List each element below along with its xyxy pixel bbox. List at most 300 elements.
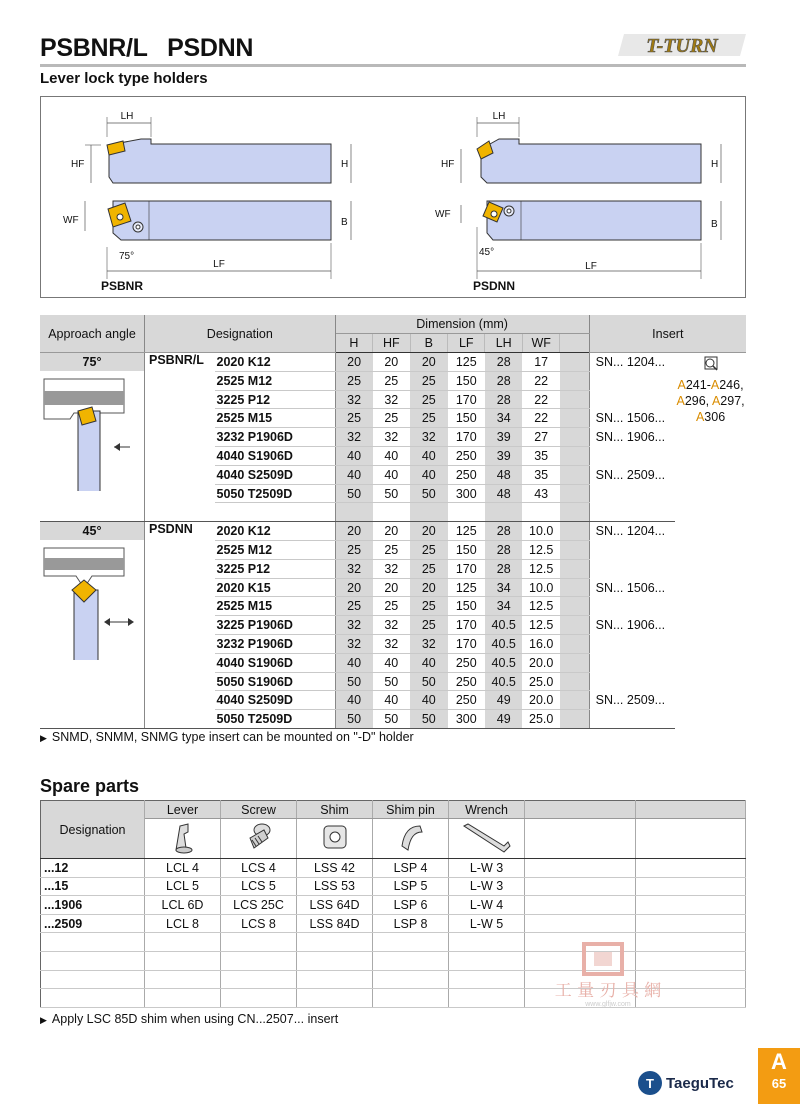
psbnr-side-view — [71, 111, 351, 183]
dim-b-value: 50 — [410, 484, 447, 503]
svg-text:B: B — [711, 219, 718, 230]
t-turn-logo — [616, 30, 748, 65]
dim-lh-value — [485, 503, 522, 522]
spare-part-value — [145, 933, 221, 952]
t-turn-logo-text: T-TURN — [646, 35, 718, 57]
dim-lh-value: 34 — [485, 578, 522, 597]
dim-lh-value: 34 — [485, 597, 522, 616]
dim-lh-value: 40.5 — [485, 653, 522, 672]
spare-part-value — [525, 896, 636, 915]
section-tab — [758, 1048, 800, 1104]
dim-h-value: 50 — [335, 672, 372, 691]
spare-part-value: LSS 64D — [297, 896, 373, 915]
psdnn-top-view — [435, 201, 721, 279]
empty-icon-cell — [635, 819, 746, 859]
dim-lh-value: 39 — [485, 428, 522, 447]
dim-h-value: 25 — [335, 409, 372, 428]
spare-part-value: LSS 53 — [297, 877, 373, 896]
spare-designation — [41, 989, 145, 1008]
lever-icon — [145, 819, 221, 859]
spare-header-screw: Screw — [221, 801, 297, 819]
shim-icon — [297, 819, 373, 859]
holder-table — [40, 315, 746, 729]
dim-lf-value: 150 — [448, 541, 485, 560]
spare-parts-title: Spare parts — [40, 776, 140, 796]
svg-text:B: B — [341, 217, 348, 228]
dim-spacer — [560, 635, 589, 654]
dim-h-value: 20 — [335, 578, 372, 597]
spare-header-shim: Shim — [297, 801, 373, 819]
note-d-holder-text: SNMD, SNMM, SNMG type insert can be mounted on "-D" holder — [51, 730, 414, 744]
dim-hf-value: 20 — [373, 522, 410, 541]
insert-value — [589, 672, 675, 691]
dim-spacer — [560, 616, 589, 635]
svg-text:HF: HF — [71, 159, 85, 170]
insert-value: SN... 1506... — [589, 578, 675, 597]
dim-lh-value: 28 — [485, 522, 522, 541]
dim-lh-value: 28 — [485, 390, 522, 409]
dim-h-value: 25 — [335, 371, 372, 390]
spare-part-value: LCS 8 — [221, 914, 297, 933]
svg-text:45°: 45° — [479, 247, 495, 258]
dim-spacer — [560, 428, 589, 447]
spare-designation: ...12 — [41, 859, 145, 878]
svg-text:LH: LH — [120, 111, 134, 122]
spare-designation: ...1906 — [41, 896, 145, 915]
dim-h-value: 20 — [335, 522, 372, 541]
spare-part-value — [297, 989, 373, 1008]
insert-value — [589, 597, 675, 616]
spare-part-value — [297, 970, 373, 989]
table-row — [40, 522, 746, 541]
spare-part-value — [635, 914, 746, 933]
dim-spacer — [560, 522, 589, 541]
insert-value — [589, 653, 675, 672]
dim-spacer — [560, 484, 589, 503]
dim-hf-value: 40 — [373, 447, 410, 466]
dim-spacer — [560, 597, 589, 616]
designation-code: 2525 M12 — [215, 371, 336, 390]
spare-header-empty — [635, 801, 746, 819]
spare-part-value — [221, 951, 297, 970]
spare-designation: ...2509 — [41, 914, 145, 933]
dim-h-value: 50 — [335, 710, 372, 729]
spare-part-value — [145, 970, 221, 989]
svg-text:75°: 75° — [119, 251, 135, 262]
dim-wf-value: 16.0 — [522, 635, 559, 654]
dim-lf-value: 300 — [448, 710, 485, 729]
dim-b-value: 50 — [410, 672, 447, 691]
spare-part-value — [373, 989, 449, 1008]
spare-part-value — [449, 989, 525, 1008]
dim-lf-value: 125 — [448, 353, 485, 372]
dim-b-value: 25 — [410, 371, 447, 390]
designation-code: 3225 P1906D — [215, 616, 336, 635]
dim-h-value: 32 — [335, 635, 372, 654]
dim-h-value — [335, 503, 372, 522]
spare-part-value — [221, 970, 297, 989]
approach-75-illustration — [40, 371, 144, 491]
dim-hf-value: 32 — [373, 616, 410, 635]
spare-designation: ...15 — [41, 877, 145, 896]
dim-h-value: 40 — [335, 653, 372, 672]
insert-value: SN... 1906... — [589, 616, 675, 635]
spare-designation — [41, 951, 145, 970]
shim-pin-icon — [373, 819, 449, 859]
insert-value — [589, 447, 675, 466]
dim-spacer — [560, 390, 589, 409]
taegutec-logo — [636, 1068, 746, 1103]
dim-b-value: 25 — [410, 541, 447, 560]
wrench-icon — [449, 819, 525, 859]
holder-diagram — [40, 96, 746, 298]
dim-spacer — [560, 409, 589, 428]
dim-lh-value: 49 — [485, 710, 522, 729]
svg-text:WF: WF — [63, 215, 79, 226]
note-d-holder: ▶ SNMD, SNMM, SNMG type insert can be mounted on "-D" holder — [40, 730, 414, 744]
dim-b-value: 25 — [410, 559, 447, 578]
dim-spacer — [560, 578, 589, 597]
dim-lf-value: 250 — [448, 691, 485, 710]
dim-b-value: 32 — [410, 428, 447, 447]
dim-hf-value: 50 — [373, 710, 410, 729]
insert-value — [589, 710, 675, 729]
dim-lh-value: 39 — [485, 447, 522, 466]
designation-code: 3225 P12 — [215, 559, 336, 578]
dim-wf-value — [522, 503, 559, 522]
spare-part-value: LCS 5 — [221, 877, 297, 896]
dim-lf-value: 250 — [448, 465, 485, 484]
designation-code: 5050 S1906D — [215, 672, 336, 691]
svg-text:T: T — [646, 1076, 654, 1091]
watermark — [538, 942, 678, 1008]
dim-b-value: 32 — [410, 635, 447, 654]
designation-code: 3232 P1906D — [215, 428, 336, 447]
dim-lf-value: 250 — [448, 447, 485, 466]
spare-part-value — [525, 859, 636, 878]
designation-code: 2020 K12 — [215, 353, 336, 372]
svg-text:H: H — [341, 159, 349, 170]
dim-lh-value: 40.5 — [485, 616, 522, 635]
dim-lh-value: 49 — [485, 691, 522, 710]
spare-row — [41, 896, 746, 915]
dim-b-value: 25 — [410, 597, 447, 616]
spare-part-value — [373, 933, 449, 952]
dim-hf-value: 20 — [373, 578, 410, 597]
spare-part-value: LCL 8 — [145, 914, 221, 933]
designation-code: 3232 P1906D — [215, 635, 336, 654]
dim-lf-value: 170 — [448, 428, 485, 447]
designation-code: 5050 T2509D — [215, 484, 336, 503]
dim-wf-value: 22 — [522, 371, 559, 390]
psbnr-label: PSBNR — [101, 279, 144, 293]
section-letter: A — [771, 1049, 787, 1074]
spare-part-value — [145, 951, 221, 970]
insert-value: SN... 1906... — [589, 428, 675, 447]
insert-value — [589, 484, 675, 503]
spare-part-value — [297, 951, 373, 970]
spare-part-value — [373, 951, 449, 970]
dim-lh-value: 48 — [485, 465, 522, 484]
dim-wf-value: 43 — [522, 484, 559, 503]
dim-spacer — [560, 710, 589, 729]
spare-part-value — [635, 896, 746, 915]
dim-b-value: 40 — [410, 653, 447, 672]
dim-lh-value: 28 — [485, 353, 522, 372]
dim-hf-value: 32 — [373, 559, 410, 578]
insert-value: SN... 1204... — [589, 522, 675, 541]
approach-angle-cell — [40, 522, 145, 729]
dim-h-value: 32 — [335, 559, 372, 578]
dim-hf-value: 32 — [373, 428, 410, 447]
dim-header-spacer — [560, 334, 589, 353]
dim-spacer — [560, 353, 589, 372]
svg-text:WF: WF — [435, 209, 451, 220]
approach-angle-header: Approach angle — [40, 315, 145, 353]
svg-text:H: H — [711, 159, 719, 170]
dim-b-value: 20 — [410, 353, 447, 372]
dim-hf-value: 40 — [373, 691, 410, 710]
dim-b-value: 25 — [410, 616, 447, 635]
spare-part-value: LCL 4 — [145, 859, 221, 878]
spare-part-value — [449, 951, 525, 970]
approach-45-illustration — [40, 540, 144, 660]
page-subtitle: Lever lock type holders — [40, 70, 208, 87]
spare-part-value: LSS 84D — [297, 914, 373, 933]
dim-wf-value: 12.5 — [522, 541, 559, 560]
spare-part-value: L-W 4 — [449, 896, 525, 915]
spare-header-lever: Lever — [145, 801, 221, 819]
dim-h-value: 40 — [335, 447, 372, 466]
spare-designation — [41, 970, 145, 989]
spare-part-value — [525, 914, 636, 933]
dim-hf-value: 40 — [373, 465, 410, 484]
company-name: TaeguTec — [666, 1075, 734, 1092]
dim-hf-value: 25 — [373, 541, 410, 560]
dim-lh-value: 28 — [485, 559, 522, 578]
dim-b-value: 40 — [410, 447, 447, 466]
dim-header-b: B — [410, 334, 447, 353]
dim-lf-value: 125 — [448, 522, 485, 541]
dimension-header: Dimension (mm) — [335, 315, 589, 334]
dim-wf-value: 22 — [522, 409, 559, 428]
dim-wf-value: 25.0 — [522, 672, 559, 691]
spare-part-value — [525, 877, 636, 896]
spare-part-value — [297, 933, 373, 952]
dim-h-value: 32 — [335, 390, 372, 409]
dim-b-value: 20 — [410, 578, 447, 597]
dim-h-value: 32 — [335, 616, 372, 635]
dim-lf-value: 125 — [448, 578, 485, 597]
dim-b-value: 40 — [410, 465, 447, 484]
spare-part-value: L-W 5 — [449, 914, 525, 933]
insert-value: SN... 2509... — [589, 691, 675, 710]
designation-code: 4040 S1906D — [215, 653, 336, 672]
designation-code: 2525 M15 — [215, 409, 336, 428]
dim-hf-value: 25 — [373, 371, 410, 390]
empty-icon-cell — [525, 819, 636, 859]
designation-code: 2020 K12 — [215, 522, 336, 541]
spare-part-value: LSP 4 — [373, 859, 449, 878]
dim-spacer — [560, 653, 589, 672]
page-title: PSBNR/L PSDNN — [40, 34, 254, 62]
spare-part-value: LCL 5 — [145, 877, 221, 896]
approach-angle-cell — [40, 353, 145, 522]
dim-wf-value: 20.0 — [522, 653, 559, 672]
dim-header-h: H — [335, 334, 372, 353]
dim-wf-value: 10.0 — [522, 578, 559, 597]
dim-header-lf: LF — [448, 334, 485, 353]
dim-lf-value: 150 — [448, 371, 485, 390]
spare-header-empty — [525, 801, 636, 819]
dim-spacer — [560, 371, 589, 390]
dim-wf-value: 20.0 — [522, 691, 559, 710]
svg-text:LF: LF — [213, 259, 225, 270]
dim-hf-value: 50 — [373, 672, 410, 691]
designation-header: Designation — [145, 315, 336, 353]
spare-part-value: LCS 4 — [221, 859, 297, 878]
spare-part-value — [635, 859, 746, 878]
insert-value — [589, 635, 675, 654]
spare-part-value: LSP 8 — [373, 914, 449, 933]
designation-code: 2525 M15 — [215, 597, 336, 616]
dim-lf-value: 300 — [448, 484, 485, 503]
svg-text:LH: LH — [492, 111, 506, 122]
insert-value: SN... 1506... — [589, 409, 675, 428]
designation-prefix: PSDNN — [145, 522, 215, 729]
spare-part-value: LCS 25C — [221, 896, 297, 915]
dim-lh-value: 34 — [485, 409, 522, 428]
dim-hf-value — [373, 503, 410, 522]
insert-value: SN... 1204... — [589, 353, 675, 372]
dim-hf-value: 32 — [373, 390, 410, 409]
dim-wf-value: 22 — [522, 390, 559, 409]
dim-b-value: 20 — [410, 522, 447, 541]
dim-hf-value: 25 — [373, 597, 410, 616]
dim-hf-value: 50 — [373, 484, 410, 503]
spare-part-value: L-W 3 — [449, 859, 525, 878]
dim-wf-value: 12.5 — [522, 597, 559, 616]
psdnn-label: PSDNN — [473, 279, 516, 293]
dim-hf-value: 20 — [373, 353, 410, 372]
dim-lf-value: 170 — [448, 559, 485, 578]
dim-hf-value: 32 — [373, 635, 410, 654]
dim-header-lh: LH — [485, 334, 522, 353]
spare-part-value: LSP 6 — [373, 896, 449, 915]
designation-code — [215, 503, 336, 522]
spare-part-value: LSS 42 — [297, 859, 373, 878]
dim-wf-value: 10.0 — [522, 522, 559, 541]
dim-b-value: 50 — [410, 710, 447, 729]
dim-spacer — [560, 447, 589, 466]
dim-hf-value: 25 — [373, 409, 410, 428]
designation-prefix: PSBNR/L — [145, 353, 215, 522]
designation-code: 5050 T2509D — [215, 710, 336, 729]
spare-row — [41, 914, 746, 933]
dim-h-value: 25 — [335, 541, 372, 560]
dim-h-value: 40 — [335, 691, 372, 710]
screw-icon — [221, 819, 297, 859]
spare-part-value: LSP 5 — [373, 877, 449, 896]
spare-part-value — [373, 970, 449, 989]
holder-drawings — [41, 97, 747, 299]
dim-wf-value: 12.5 — [522, 559, 559, 578]
watermark-url: www.glfjw.com — [585, 1001, 631, 1008]
designation-code: 2525 M12 — [215, 541, 336, 560]
approach-angle-value: 75° — [40, 353, 144, 371]
approach-angle-value: 45° — [40, 522, 144, 540]
dim-wf-value: 12.5 — [522, 616, 559, 635]
spare-part-value: LCL 6D — [145, 896, 221, 915]
dim-spacer — [560, 691, 589, 710]
dim-spacer — [560, 465, 589, 484]
dim-lh-value: 28 — [485, 371, 522, 390]
spare-designation — [41, 933, 145, 952]
dim-lh-value: 40.5 — [485, 635, 522, 654]
dim-lh-value: 48 — [485, 484, 522, 503]
designation-code: 4040 S2509D — [215, 691, 336, 710]
insert-value — [589, 390, 675, 409]
spare-header-shim-pin: Shim pin — [373, 801, 449, 819]
insert-reference-empty — [675, 522, 746, 729]
dim-spacer — [560, 672, 589, 691]
svg-text:HF: HF — [441, 159, 455, 170]
dim-lf-value — [448, 503, 485, 522]
dim-lf-value: 150 — [448, 597, 485, 616]
insert-header: Insert — [589, 315, 746, 353]
designation-code: 3225 P12 — [215, 390, 336, 409]
dim-lf-value: 170 — [448, 635, 485, 654]
dim-lf-value: 170 — [448, 616, 485, 635]
insert-value — [589, 541, 675, 560]
designation-code: 4040 S1906D — [215, 447, 336, 466]
dim-lf-value: 250 — [448, 672, 485, 691]
insert-reference: A241-A246, A296, A297, A306 — [675, 353, 746, 522]
insert-value — [589, 371, 675, 390]
svg-text:LF: LF — [585, 261, 597, 272]
spare-designation-header: Designation — [41, 801, 145, 859]
dim-hf-value: 40 — [373, 653, 410, 672]
dim-lh-value: 40.5 — [485, 672, 522, 691]
spare-row — [41, 877, 746, 896]
spare-part-value — [449, 970, 525, 989]
spare-part-value — [221, 989, 297, 1008]
dim-spacer — [560, 541, 589, 560]
table-row — [40, 353, 746, 372]
dim-h-value: 40 — [335, 465, 372, 484]
dim-lf-value: 250 — [448, 653, 485, 672]
spare-header-wrench: Wrench — [449, 801, 525, 819]
dim-spacer — [560, 503, 589, 522]
note-shim-text: Apply LSC 85D shim when using CN...2507... insert — [51, 1012, 339, 1026]
dim-spacer — [560, 559, 589, 578]
dim-header-hf: HF — [373, 334, 410, 353]
designation-code: 4040 S2509D — [215, 465, 336, 484]
dim-b-value — [410, 503, 447, 522]
note-shim: ▶ Apply LSC 85D shim when using CN...2507... insert — [40, 1012, 339, 1026]
spare-part-value — [145, 989, 221, 1008]
magnifier-icon — [701, 355, 721, 373]
psdnn-side-view — [441, 111, 721, 183]
insert-value — [589, 559, 675, 578]
dim-header-wf: WF — [522, 334, 559, 353]
dim-wf-value: 17 — [522, 353, 559, 372]
watermark-text: 工 量 刃 具 網 — [554, 981, 662, 1001]
spare-part-value — [449, 933, 525, 952]
dim-wf-value: 35 — [522, 447, 559, 466]
dim-h-value: 32 — [335, 428, 372, 447]
dim-h-value: 20 — [335, 353, 372, 372]
